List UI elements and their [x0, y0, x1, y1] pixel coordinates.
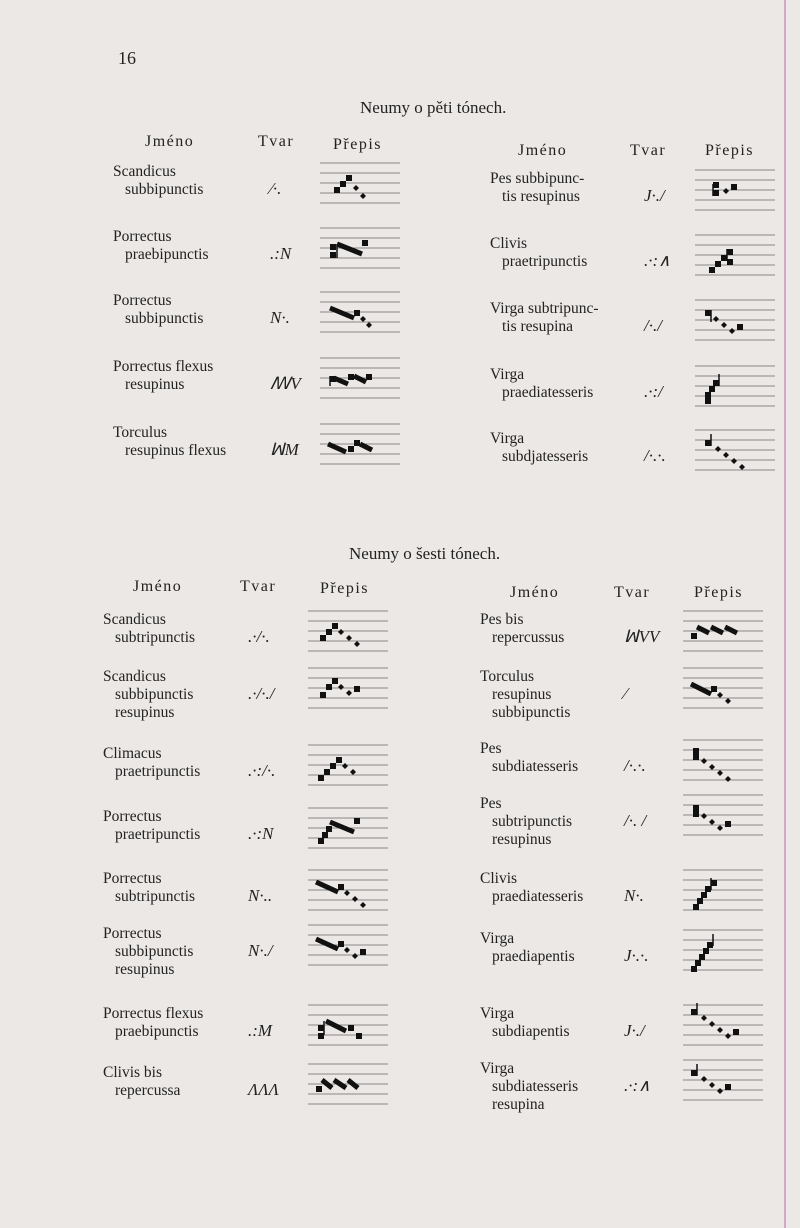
- header-transcription-left: Přepis: [320, 580, 369, 597]
- neume-name: [490, 235, 587, 271]
- neume-shape: ⁄: [624, 684, 627, 703]
- neume-shape: .·:N: [248, 824, 274, 843]
- neume-name-line: praebipunctis: [115, 1023, 199, 1040]
- neume-name-line: praediatesseris: [502, 384, 594, 401]
- neume-name-line: Porrectus: [103, 870, 162, 887]
- page-edge: [784, 0, 786, 1228]
- neume-name-line: Scandicus: [113, 163, 176, 180]
- neume-name-line: subbipunctis: [125, 310, 204, 327]
- neume-transcription-staff: [695, 164, 775, 218]
- neume-name: [480, 668, 570, 722]
- neume-name: [480, 1060, 578, 1114]
- neume-name-line: resupinus: [492, 686, 552, 703]
- neume-name-line: tis resupina: [502, 318, 574, 335]
- neume-transcription-staff: [683, 864, 763, 918]
- neume-name-line: Pes subbipunc-: [490, 170, 585, 187]
- neume-name: [113, 163, 203, 199]
- header-shape-left: Tvar: [258, 133, 295, 150]
- neume-transcription-staff: [683, 1054, 763, 1108]
- neume-name-line: praebipunctis: [125, 246, 209, 263]
- neume-shape: /·.·.: [624, 756, 646, 775]
- neume-transcription-staff: [683, 605, 763, 659]
- neume-name-line: repercussus: [492, 629, 565, 646]
- neume-name: [480, 870, 583, 906]
- neume-name-line: Porrectus: [113, 292, 172, 309]
- neume-shape: J·./: [624, 1021, 645, 1040]
- neume-name-line: Porrectus flexus: [113, 358, 214, 375]
- neume-name: [490, 366, 593, 402]
- neume-name: [480, 1005, 570, 1041]
- neume-transcription-staff: [695, 294, 775, 348]
- neume-shape: ⁄·.: [270, 179, 282, 198]
- neume-name-line: Porrectus: [103, 925, 162, 942]
- header-name-right: Jméno: [518, 142, 568, 159]
- neume-shape: /·. /: [624, 811, 647, 830]
- neume-name: [103, 745, 200, 781]
- header-name-left: Jméno: [145, 133, 195, 150]
- neume-name-line: tis resupinus: [502, 188, 580, 205]
- neume-name-line: subdiapentis: [492, 1023, 570, 1040]
- neume-shape: .·/·.: [248, 627, 270, 646]
- neume-name: [103, 808, 200, 844]
- neume-name-line: subbipunctis: [492, 704, 571, 721]
- neume-name-line: Pes: [480, 795, 502, 812]
- neume-transcription-staff: [308, 1058, 388, 1112]
- neume-name-line: Clivis: [480, 870, 518, 887]
- neume-name-line: subbipunctis: [115, 686, 194, 703]
- neume-transcription-staff: [308, 864, 388, 918]
- neume-shape: /·./: [644, 316, 662, 335]
- neume-shape: N·..: [248, 886, 273, 905]
- header-transcription-right: Přepis: [694, 584, 743, 601]
- neume-transcription-staff: [683, 662, 763, 716]
- neume-transcription-staff: [320, 418, 400, 472]
- neume-name: [490, 300, 599, 336]
- neume-name-line: Porrectus: [103, 808, 162, 825]
- neume-transcription-staff: [308, 919, 388, 973]
- neume-name-line: Pes: [480, 740, 502, 757]
- neume-name: [113, 292, 203, 328]
- neume-shape: ΛΛΛ: [248, 1080, 279, 1099]
- neume-name-line: Clivis bis: [103, 1064, 163, 1081]
- neume-transcription-staff: [695, 424, 775, 478]
- neume-name-line: resupinus: [115, 704, 175, 721]
- section-title-five-tones: Neumy o pěti tónech.: [360, 98, 507, 117]
- neume-shape: .:M: [248, 1021, 273, 1040]
- neume-name-line: Torculus: [113, 424, 168, 441]
- neume-transcription-staff: [695, 360, 775, 414]
- neume-name-line: Scandicus: [103, 611, 166, 628]
- neume-name-line: Virga: [490, 366, 525, 383]
- neume-shape: ꟿV: [270, 374, 301, 393]
- neume-transcription-staff: [683, 734, 763, 788]
- neume-transcription-staff: [308, 605, 388, 659]
- neume-name-line: resupinus flexus: [125, 442, 227, 459]
- neume-transcription-staff: [308, 662, 388, 716]
- neume-transcription-staff: [308, 739, 388, 793]
- neume-name-line: Porrectus flexus: [103, 1005, 204, 1022]
- header-shape-left: Tvar: [240, 578, 277, 595]
- neume-name: [480, 930, 575, 966]
- neume-name-line: praetripunctis: [502, 253, 588, 270]
- neume-shape: N·.: [270, 308, 290, 327]
- neume-name-line: resupinus: [492, 831, 552, 848]
- neume-shape: ꟽM: [270, 440, 299, 459]
- neume-name-line: subdiatesseris: [492, 1078, 579, 1095]
- neume-transcription-staff: [683, 924, 763, 978]
- neume-name-line: subdjatesseris: [502, 448, 589, 465]
- neume-shape: .:N: [270, 244, 292, 263]
- neume-name-line: Virga: [490, 430, 525, 447]
- header-shape-right: Tvar: [614, 584, 651, 601]
- neume-shape: J·.·.: [624, 946, 649, 965]
- neume-name-line: Scandicus: [103, 668, 166, 685]
- neume-shape: /·.·.: [644, 446, 666, 465]
- neume-transcription-staff: [320, 352, 400, 406]
- neume-name-line: subdiatesseris: [492, 758, 579, 775]
- neume-transcription-staff: [320, 286, 400, 340]
- neume-name-line: Climacus: [103, 745, 162, 762]
- neume-shape: .·/·./: [248, 684, 275, 703]
- header-transcription-left: Přepis: [333, 136, 382, 153]
- neume-name-line: praetripunctis: [115, 826, 201, 843]
- neume-name-line: Virga subtripunc-: [490, 300, 599, 317]
- neume-name-line: Virga: [480, 1060, 515, 1077]
- neume-transcription-staff: [320, 157, 400, 211]
- neume-name-line: subbipunctis: [115, 943, 194, 960]
- neume-name-line: Virga: [480, 1005, 515, 1022]
- section-title-six-tones: Neumy o šesti tónech.: [349, 544, 501, 563]
- neume-name: [113, 358, 213, 394]
- neume-name: [480, 795, 572, 849]
- neume-name-line: resupina: [492, 1096, 545, 1113]
- neume-name-line: Virga: [480, 930, 515, 947]
- header-name-right: Jméno: [510, 584, 560, 601]
- neume-shape: .·:∧: [624, 1076, 651, 1095]
- neume-name-line: resupinus: [125, 376, 185, 393]
- neume-name-line: subtripunctis: [115, 629, 196, 646]
- neume-transcription-staff: [308, 802, 388, 856]
- neume-transcription-staff: [695, 229, 775, 283]
- neume-name-line: subtripunctis: [115, 888, 196, 905]
- neume-name: [103, 870, 195, 906]
- neume-transcription-staff: [308, 999, 388, 1053]
- neume-name-line: subtripunctis: [492, 813, 573, 830]
- neume-name-line: Pes bis: [480, 611, 524, 628]
- neume-name-line: subbipunctis: [125, 181, 204, 198]
- neume-shape: .·:/·.: [248, 761, 276, 780]
- neume-name-line: repercussa: [115, 1082, 181, 1099]
- neume-shape: ꟽVV: [624, 627, 660, 646]
- neume-name: [103, 1064, 180, 1100]
- header-shape-right: Tvar: [630, 142, 667, 159]
- neume-name: [480, 740, 578, 776]
- neume-shape: N·./: [248, 941, 273, 960]
- neume-shape: J·./: [644, 186, 665, 205]
- page-number: 16: [118, 48, 136, 68]
- neume-name-line: praediapentis: [492, 948, 575, 965]
- neume-name-line: resupinus: [115, 961, 175, 978]
- neume-transcription-staff: [320, 222, 400, 276]
- neume-name-line: Clivis: [490, 235, 528, 252]
- neume-name-line: praediatesseris: [492, 888, 584, 905]
- header-transcription-right: Přepis: [705, 142, 754, 159]
- neume-name-line: Torculus: [480, 668, 535, 685]
- neume-name: [490, 430, 588, 466]
- neume-name-line: praetripunctis: [115, 763, 201, 780]
- neume-name: [103, 611, 195, 647]
- neume-transcription-staff: [683, 999, 763, 1053]
- neume-name: [103, 925, 193, 979]
- neume-shape: .·:/: [644, 382, 663, 401]
- neume-name: [480, 611, 564, 647]
- neume-transcription-staff: [683, 789, 763, 843]
- neume-name: [113, 228, 209, 264]
- neume-name: [103, 668, 193, 722]
- neume-shape: N·.: [624, 886, 644, 905]
- neume-name: [113, 424, 226, 460]
- neume-name-line: Porrectus: [113, 228, 172, 245]
- neume-name: [490, 170, 584, 206]
- header-name-left: Jméno: [133, 578, 183, 595]
- neume-name: [103, 1005, 203, 1041]
- neume-shape: .·:∧: [644, 251, 671, 270]
